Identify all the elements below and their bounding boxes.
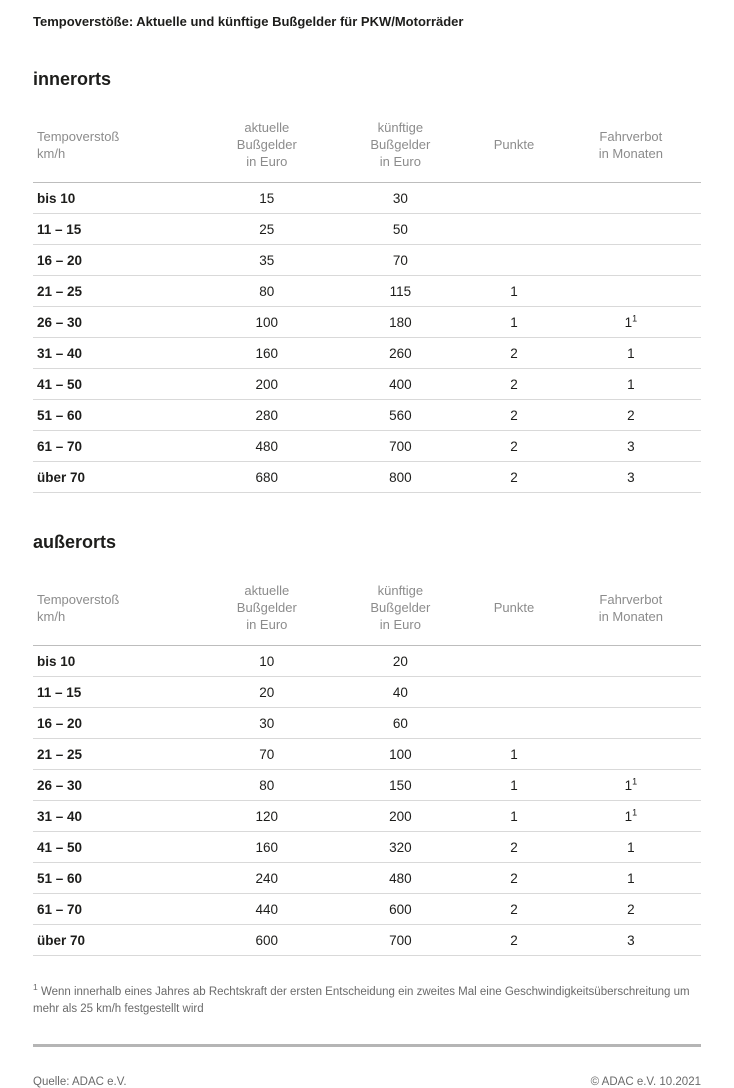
current-fine-cell: 35 [200,245,334,276]
driving-ban-cell: 1 [561,338,701,369]
table-row [33,925,701,956]
footnote-ref: 1 [632,313,638,323]
speed-range-cell: 16 – 20 [33,708,200,739]
speed-range-cell: 51 – 60 [33,400,200,431]
current-fine-cell: 480 [200,431,334,462]
fines-table-innerorts [33,110,701,493]
table-row [33,369,701,400]
future-fine-cell: 560 [334,400,468,431]
points-cell [467,677,561,708]
section-heading-innerorts: innerorts [33,69,112,89]
table-row [33,863,701,894]
current-fine-cell: 160 [200,832,334,863]
points-cell: 2 [467,462,561,493]
points-cell [467,245,561,276]
current-fine-cell: 600 [200,925,334,956]
points-cell: 2 [467,925,561,956]
driving-ban-cell [561,214,701,245]
footer-divider [33,1044,701,1047]
speed-range-cell: 61 – 70 [33,431,200,462]
points-cell: 2 [467,338,561,369]
table-row [33,677,701,708]
footnote [33,984,697,1018]
speed-range-cell: 61 – 70 [33,894,200,925]
points-cell: 2 [467,400,561,431]
current-fine-cell: 25 [200,214,334,245]
points-cell [467,214,561,245]
future-fine-cell: 700 [334,431,468,462]
driving-ban-cell [561,245,701,276]
driving-ban-cell [561,739,701,770]
driving-ban-cell: 3 [561,925,701,956]
speed-range-cell: 31 – 40 [33,801,200,832]
section-heading-ausserorts: außerorts [33,532,117,552]
table-row [33,307,701,338]
col-header-speed: Tempoverstoß km/h [33,573,200,646]
points-cell: 1 [467,739,561,770]
speed-range-cell: 26 – 30 [33,770,200,801]
current-fine-cell: 15 [200,183,334,214]
speed-range-cell: bis 10 [33,646,200,677]
future-fine-cell: 70 [334,245,468,276]
current-fine-cell: 80 [200,770,334,801]
page-title: Tempoverstöße: Aktuelle und künftige Bußgelder für PKW/Motorräder [33,14,464,29]
table-row [33,770,701,801]
points-cell: 1 [467,801,561,832]
current-fine-cell: 440 [200,894,334,925]
driving-ban-cell: 1 [561,863,701,894]
future-fine-cell: 180 [334,307,468,338]
footer [33,1076,701,1088]
driving-ban-cell [561,276,701,307]
speed-range-cell: 41 – 50 [33,369,200,400]
header-row [33,110,701,183]
points-cell: 1 [467,770,561,801]
table-row [33,245,701,276]
points-cell: 2 [467,832,561,863]
speed-range-cell: bis 10 [33,183,200,214]
col-header-driving-ban: Fahrverbot in Monaten [561,573,701,646]
driving-ban-cell: 1$^1$ [561,307,701,338]
driving-ban-cell: 3 [561,431,701,462]
table-row [33,646,701,677]
speed-range-cell: 41 – 50 [33,832,200,863]
driving-ban-cell: 1$^1$ [561,801,701,832]
table-row [33,894,701,925]
driving-ban-cell: 1$^1$ [561,770,701,801]
footnote-ref: 1 [632,807,638,817]
driving-ban-cell: 1 [561,832,701,863]
col-header-driving-ban: Fahrverbot in Monaten [561,110,701,183]
current-fine-cell: 680 [200,462,334,493]
current-fine-cell: 200 [200,369,334,400]
driving-ban-cell [561,677,701,708]
current-fine-cell: 100 [200,307,334,338]
col-header-future-fine: künftige Bußgelder in Euro [334,110,468,183]
future-fine-cell: 30 [334,183,468,214]
current-fine-cell: 30 [200,708,334,739]
current-fine-cell: 20 [200,677,334,708]
points-cell [467,646,561,677]
points-cell [467,183,561,214]
current-fine-cell: 160 [200,338,334,369]
col-header-points: Punkte [467,110,561,183]
future-fine-cell: 800 [334,462,468,493]
current-fine-cell: 120 [200,801,334,832]
speed-range-cell: 21 – 25 [33,276,200,307]
speed-range-cell: über 70 [33,925,200,956]
driving-ban-cell [561,708,701,739]
footnote-marker: 1 [33,982,38,993]
points-cell: 1 [467,276,561,307]
table-row [33,183,701,214]
table-row [33,832,701,863]
points-cell: 2 [467,431,561,462]
driving-ban-cell [561,183,701,214]
current-fine-cell: 10 [200,646,334,677]
future-fine-cell: 60 [334,708,468,739]
driving-ban-cell [561,646,701,677]
copyright-label: © ADAC e.V. 10.2021 [590,1076,701,1088]
future-fine-cell: 260 [334,338,468,369]
table-row [33,462,701,493]
points-cell: 2 [467,369,561,400]
future-fine-cell: 480 [334,863,468,894]
speed-range-cell: 21 – 25 [33,739,200,770]
table-row [33,739,701,770]
header-row [33,573,701,646]
future-fine-cell: 100 [334,739,468,770]
current-fine-cell: 280 [200,400,334,431]
table-row [33,214,701,245]
table-row [33,708,701,739]
future-fine-cell: 40 [334,677,468,708]
table-row [33,801,701,832]
speed-range-cell: 26 – 30 [33,307,200,338]
section-ausserorts [33,532,701,956]
section-innerorts [33,69,701,493]
future-fine-cell: 400 [334,369,468,400]
future-fine-cell: 320 [334,832,468,863]
col-header-speed: Tempoverstoß km/h [33,110,200,183]
speed-range-cell: 11 – 15 [33,677,200,708]
table-row [33,400,701,431]
speed-range-cell: 31 – 40 [33,338,200,369]
table-row [33,431,701,462]
speed-range-cell: 16 – 20 [33,245,200,276]
future-fine-cell: 200 [334,801,468,832]
driving-ban-cell: 3 [561,462,701,493]
future-fine-cell: 600 [334,894,468,925]
points-cell: 1 [467,307,561,338]
current-fine-cell: 240 [200,863,334,894]
future-fine-cell: 50 [334,214,468,245]
future-fine-cell: 115 [334,276,468,307]
points-cell: 2 [467,863,561,894]
table-row [33,338,701,369]
footnote-ref: 1 [632,776,638,786]
future-fine-cell: 700 [334,925,468,956]
current-fine-cell: 70 [200,739,334,770]
fines-table-ausserorts [33,573,701,956]
future-fine-cell: 150 [334,770,468,801]
speed-range-cell: über 70 [33,462,200,493]
future-fine-cell: 20 [334,646,468,677]
driving-ban-cell: 2 [561,894,701,925]
col-header-current-fine: aktuelle Bußgelder in Euro [200,573,334,646]
col-header-current-fine: aktuelle Bußgelder in Euro [200,110,334,183]
col-header-future-fine: künftige Bußgelder in Euro [334,573,468,646]
col-header-points: Punkte [467,573,561,646]
speed-range-cell: 11 – 15 [33,214,200,245]
points-cell [467,708,561,739]
table-row [33,276,701,307]
driving-ban-cell: 2 [561,400,701,431]
source-label: Quelle: ADAC e.V. [33,1076,127,1088]
footnote-text: Wenn innerhalb eines Jahres ab Rechtskraft der ersten Entscheidung ein zweites Mal eine Geschwindigkeitsüberschreitung um mehr als 25 km/h festgestellt wird [33,986,690,1015]
driving-ban-cell: 1 [561,369,701,400]
current-fine-cell: 80 [200,276,334,307]
speed-range-cell: 51 – 60 [33,863,200,894]
points-cell: 2 [467,894,561,925]
